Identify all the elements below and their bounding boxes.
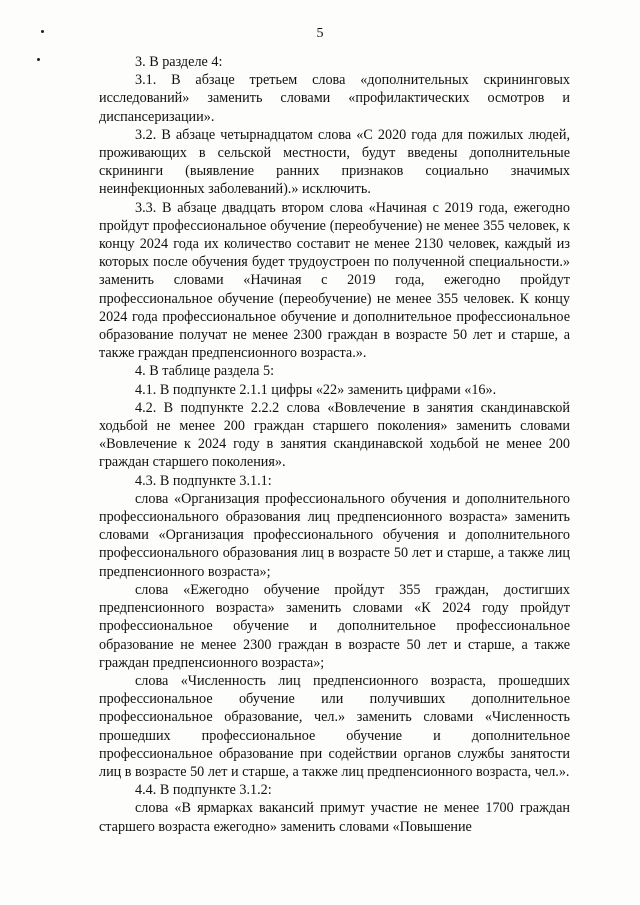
paragraph-4-4-item-1: слова «В ярмарках вакансий примут участие не менее 1700 граждан старшего возраста ежегодно» заменить словами «Повышение — [99, 800, 570, 835]
scan-speck — [37, 58, 40, 61]
paragraph-4-3-item-3: слова «Численность лиц предпенсионного возраста, прошедших профессиональное обучение или получивших дополнительное профессиональное образование, чел.» заменить словами «Численность прошедших профессиональное обучение и дополнительное профессиональное образование при содействии органов службы занятости лиц в возрасте 50 лет и старше, а также лиц предпенсионного возраста, чел.». — [99, 672, 570, 780]
paragraph-4-3-item-1: слова «Организация профессионального обучения и дополнительного профессионального образования лиц предпенсионного возраста» заменить словами «Организация профессионального обучения и дополнительного профессионального образования лиц в возрасте 50 лет и старше, а также лиц предпенсионного возраста»; — [99, 490, 570, 580]
paragraph-3-2: 3.2. В абзаце четырнадцатом слова «С 2020 года для пожилых людей, проживающих в сельской местности, будут введены дополнительные скрининги (выявление ранних признаков социально значимых неинфекционных заболеваний).» исключить. — [99, 126, 570, 198]
page-number: 5 — [316, 26, 324, 41]
paragraph-3-1: 3.1. В абзаце третьем слова «дополнительных скрининговых исследований» заменить словами «профилактических осмотров и диспансеризации». — [99, 72, 570, 125]
paragraph-4-3-item-2: слова «Ежегодно обучение пройдут 355 граждан, достигших предпенсионного возраста» заменить словами «К 2024 году пройдут профессиональное обучение и дополнительное профессиональное образование не менее 2300 граждан в возрасте 50 лет и старше, а также граждан предпенсионного возраста»; — [99, 581, 570, 671]
paragraph-3-3: 3.3. В абзаце двадцать втором слова «Начиная с 2019 года, ежегодно пройдут профессиональное обучение (переобучение) не менее 355 человек, к концу 2024 года их количество составит не менее 2130 человек, каждый из которых после обучения будет трудоустроен по полученной специальности.» заменить словами «Начиная с 2019 года, ежегодно пройдут профессиональное обучение (переобучение) не менее 355 человек. К концу 2024 года профессиональное обучение и дополнительное профессиональное образование получат не менее 2300 граждан в возрасте 50 лет и старше, а также граждан предпенсионного возраста.». — [99, 199, 570, 362]
paragraph-4-4-heading: 4.4. В подпункте 3.1.2: — [135, 782, 272, 799]
paragraph-4-1: 4.1. В подпункте 2.1.1 цифры «22» заменить цифрами «16». — [135, 381, 497, 398]
paragraph-4-2: 4.2. В подпункте 2.2.2 слова «Вовлечение в занятия скандинавской ходьбой не менее 200 граждан старшего поколения» заменить словами «Вовлечение к 2024 году в занятия скандинавской ходьбой не менее 200 граждан старшего поколения». — [99, 399, 570, 471]
paragraph-section-3-heading: 3. В разделе 4: — [135, 54, 223, 70]
document-body — [99, 53, 570, 836]
paragraph-section-4-heading: 4. В таблице раздела 5: — [135, 363, 275, 380]
paragraph-4-3-heading: 4.3. В подпункте 3.1.1: — [135, 472, 272, 489]
